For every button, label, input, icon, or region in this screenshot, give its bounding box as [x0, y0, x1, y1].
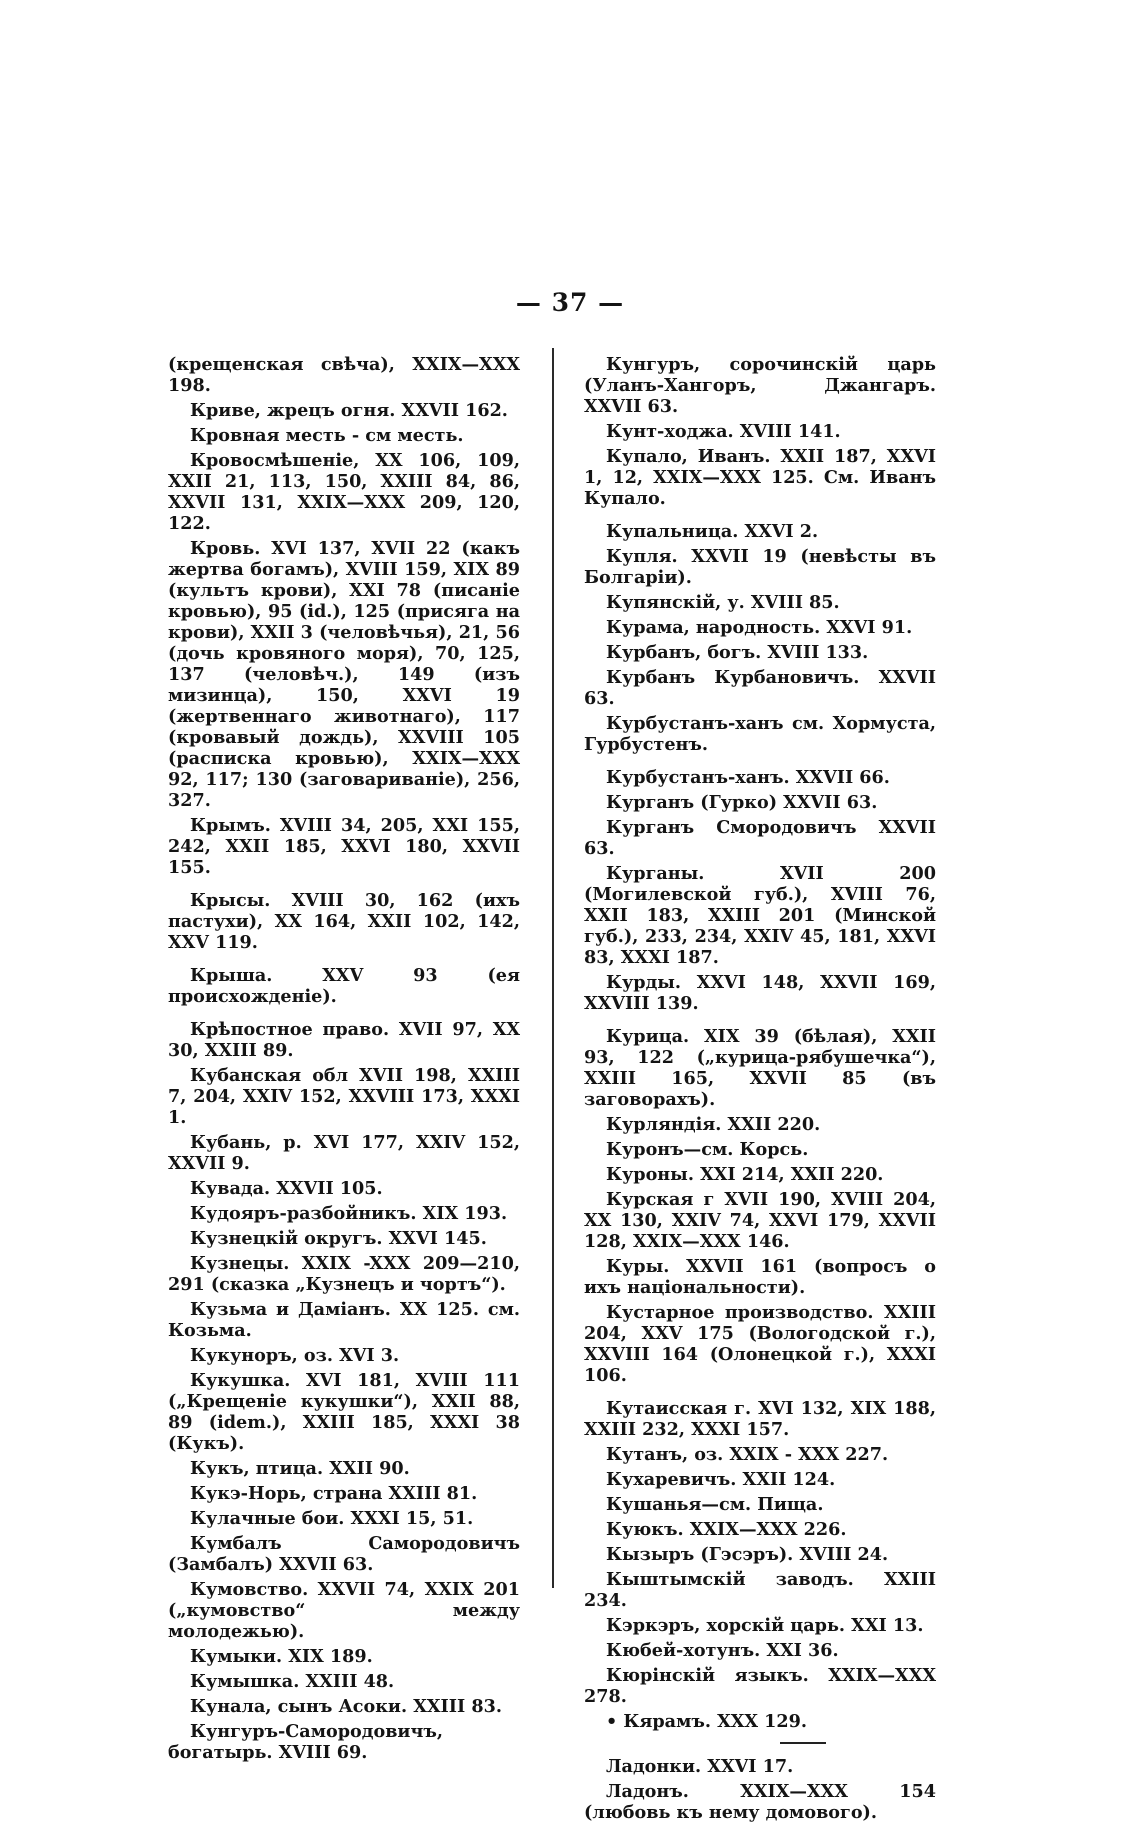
index-entry: Куюкъ. XXIX—XXX 226.: [606, 1519, 847, 1540]
index-entry: Курганы. XVII 200 (Могилевской губ.), XVIII 76, XXII 183, XXIII 201 (Минской губ.), 233, 234, XXIV 45, 181, XXVI 83, XXXI 187.: [584, 863, 936, 968]
index-entry: Кровь. XVI 137, XVII 22 (какъ жертва богамъ), XVIII 159, XIX 89 (культъ крови), XXI 78 (писаніе кровью), 95 (id.), 125 (присяга на крови), XXII 3 (человѣчья), 21, 56 (дочь кровяного моря), 70, 125, 137 (человѣч.), 149 (изъ мизинца), 150, XXVI 19 (жертвеннаго животнаго), 117 (кровавый дождь), XXVIII 105 (расписка кровью), XXIX—XXX 92, 117; 130 (заговариваніе), 256, 327.: [168, 538, 520, 811]
index-entry: Кумышка. XXIII 48.: [190, 1671, 395, 1692]
index-entry: Кузнецкій округъ. XXVI 145.: [190, 1228, 487, 1249]
index-entry: Ладонки. XXVI 17.: [606, 1756, 794, 1777]
index-entry: Кубань, р. XVI 177, XXIV 152, XXVII 9.: [168, 1132, 520, 1174]
index-entry: Криве, жрецъ огня. XXVII 162.: [190, 400, 508, 421]
index-entry: Курганъ (Гурко) XXVII 63.: [606, 792, 878, 813]
index-entry: Кунгуръ-Самородовичъ, богатырь. XVIII 69.: [168, 1721, 443, 1763]
index-entry: Кумовство. XXVII 74, XXIX 201 („кумовство“ между молодежью).: [168, 1579, 520, 1642]
index-entry: Курама, народность. XXVI 91.: [606, 617, 913, 638]
left-column: [168, 354, 520, 1767]
index-entry: Кухаревичъ. XXII 124.: [606, 1469, 836, 1490]
index-entry: Кукуноръ, оз. XVI 3.: [190, 1345, 400, 1366]
index-entry: Кунала, сынъ Асоки. XXIII 83.: [190, 1696, 502, 1717]
right-column: [584, 354, 936, 1827]
index-entry: Кудояръ-разбойникъ. XIX 193.: [190, 1203, 508, 1224]
index-entry: Купало, Иванъ. XXII 187, XXVI 1, 12, XXIX—XXX 125. См. Иванъ Купало.: [584, 446, 936, 509]
index-entry: Курляндія. XXII 220.: [606, 1114, 821, 1135]
index-entry: Кутанъ, оз. XXIX - XXX 227.: [606, 1444, 889, 1465]
index-entry: Кушанья—см. Пища.: [606, 1494, 824, 1515]
index-entry: Кровосмѣшеніе, XX 106, 109, XXII 21, 113, 150, XXIII 84, 86, XXVII 131, XXIX—XXX 209, 120, 122.: [168, 450, 520, 534]
index-entry: Кыштымскій заводъ. XXIII 234.: [584, 1569, 936, 1611]
index-entry: Кустарное производство. XXIII 204, XXV 175 (Вологодской г.), XXVIII 164 (Олонецкой г.), XXXI 106.: [584, 1302, 936, 1386]
index-entry: Курская г XVII 190, XVIII 204, XX 130, XXIV 74, XXVI 179, XXVII 128, XXIX—XXX 146.: [584, 1189, 936, 1252]
index-entry: Курбанъ, богъ. XVIII 133.: [606, 642, 869, 663]
index-entry: Курбустанъ-ханъ. XXVII 66.: [606, 767, 890, 788]
index-entry: Кюбей-хотунъ. XXI 36.: [606, 1640, 839, 1661]
index-entry: Куры. XXVII 161 (вопросъ о ихъ національности).: [584, 1256, 936, 1298]
index-entry: Крѣпостное право. XVII 97, XX 30, XXIII 89.: [168, 1019, 520, 1061]
index-entry: Куронъ—см. Корсь.: [606, 1139, 809, 1160]
index-entry: Курица. XIX 39 (бѣлая), XXII 93, 122 („курица-рябушечка“), XXIII 165, XXVII 85 (въ заговорахъ).: [584, 1026, 936, 1110]
index-entry: Куроны. XXI 214, XXII 220.: [606, 1164, 884, 1185]
index-entry: Курганъ Смородовичъ XXVII 63.: [584, 817, 936, 859]
index-entry: Кубанская обл XVII 198, XXIII 7, 204, XXIV 152, XXVIII 173, XXXI 1.: [168, 1065, 520, 1128]
index-entry: Кюрінскій языкъ. XXIX—XXX 278.: [584, 1665, 936, 1707]
index-entry: Кумыки. XIX 189.: [190, 1646, 373, 1667]
index-entry: Кровная месть - см месть.: [190, 425, 464, 446]
index-entry: (крещенская свѣча), XXIX—XXX 198.: [168, 354, 520, 396]
index-entry: Ладонъ. XXIX—XXX 154 (любовь къ нему домового).: [584, 1781, 936, 1823]
index-entry: Кутаисская г. XVI 132, XIX 188, XXIII 232, XXXI 157.: [584, 1398, 936, 1440]
index-entry: Кукушка. XVI 181, XVIII 111 („Крещеніе кукушки“), XXII 88, 89 (idem.), XXIII 185, XXXI 38 (Кукъ).: [168, 1370, 520, 1454]
index-entry: Купянскій, у. XVIII 85.: [606, 592, 840, 613]
index-entry: Кызыръ (Гэсэръ). XVIII 24.: [606, 1544, 889, 1565]
index-entry: Кузнецы. XXIX -XXX 209—210, 291 (сказка „Кузнецъ и чортъ“).: [168, 1253, 520, 1295]
index-entry: Кукъ, птица. XXII 90.: [190, 1458, 410, 1479]
index-entry: Кукэ-Норь, страна XXIII 81.: [190, 1483, 478, 1504]
index-entry: Кунт-ходжа. XVIII 141.: [606, 421, 841, 442]
index-entry: Купля. XXVII 19 (невѣсты въ Болгаріи).: [584, 546, 936, 588]
index-entry: Курбанъ Курбановичъ. XXVII 63.: [584, 667, 936, 709]
index-entry: Курды. XXVI 148, XXVII 169, XXVIII 139.: [584, 972, 936, 1014]
index-entry: Кузьма и Даміанъ. XX 125. см. Козьма.: [168, 1299, 520, 1341]
column-divider: [552, 348, 554, 1588]
index-entry: • Кярамъ. XXX 129.: [606, 1711, 808, 1732]
section-separator: [780, 1742, 826, 1744]
index-entry: Кувада. XXVII 105.: [190, 1178, 383, 1199]
index-entry: Крысы. XVIII 30, 162 (ихъ пастухи), XX 164, XXII 102, 142, XXV 119.: [168, 890, 520, 953]
index-entry: Крымъ. XVIII 34, 205, XXI 155, 242, XXII 185, XXVI 180, XXVII 155.: [168, 815, 520, 878]
index-entry: Курбустанъ-ханъ см. Хормуста, Гурбустенъ.: [584, 713, 936, 755]
index-entry: Кэркэръ, хорскій царь. XXI 13.: [606, 1615, 924, 1636]
index-entry: Кулачные бои. XXXI 15, 51.: [190, 1508, 474, 1529]
index-entry: Крыша. XXV 93 (ея происхожденіе).: [168, 965, 520, 1007]
index-entry: Кунгуръ, сорочинскій царь (Уланъ-Хангоръ, Джангаръ. XXVII 63.: [584, 354, 936, 417]
index-entry: Купальница. XXVI 2.: [606, 521, 819, 542]
page-number: — 37 —: [515, 288, 625, 317]
index-entry: Кумбалъ Самородовичъ (Замбалъ) XXVII 63.: [168, 1533, 520, 1575]
